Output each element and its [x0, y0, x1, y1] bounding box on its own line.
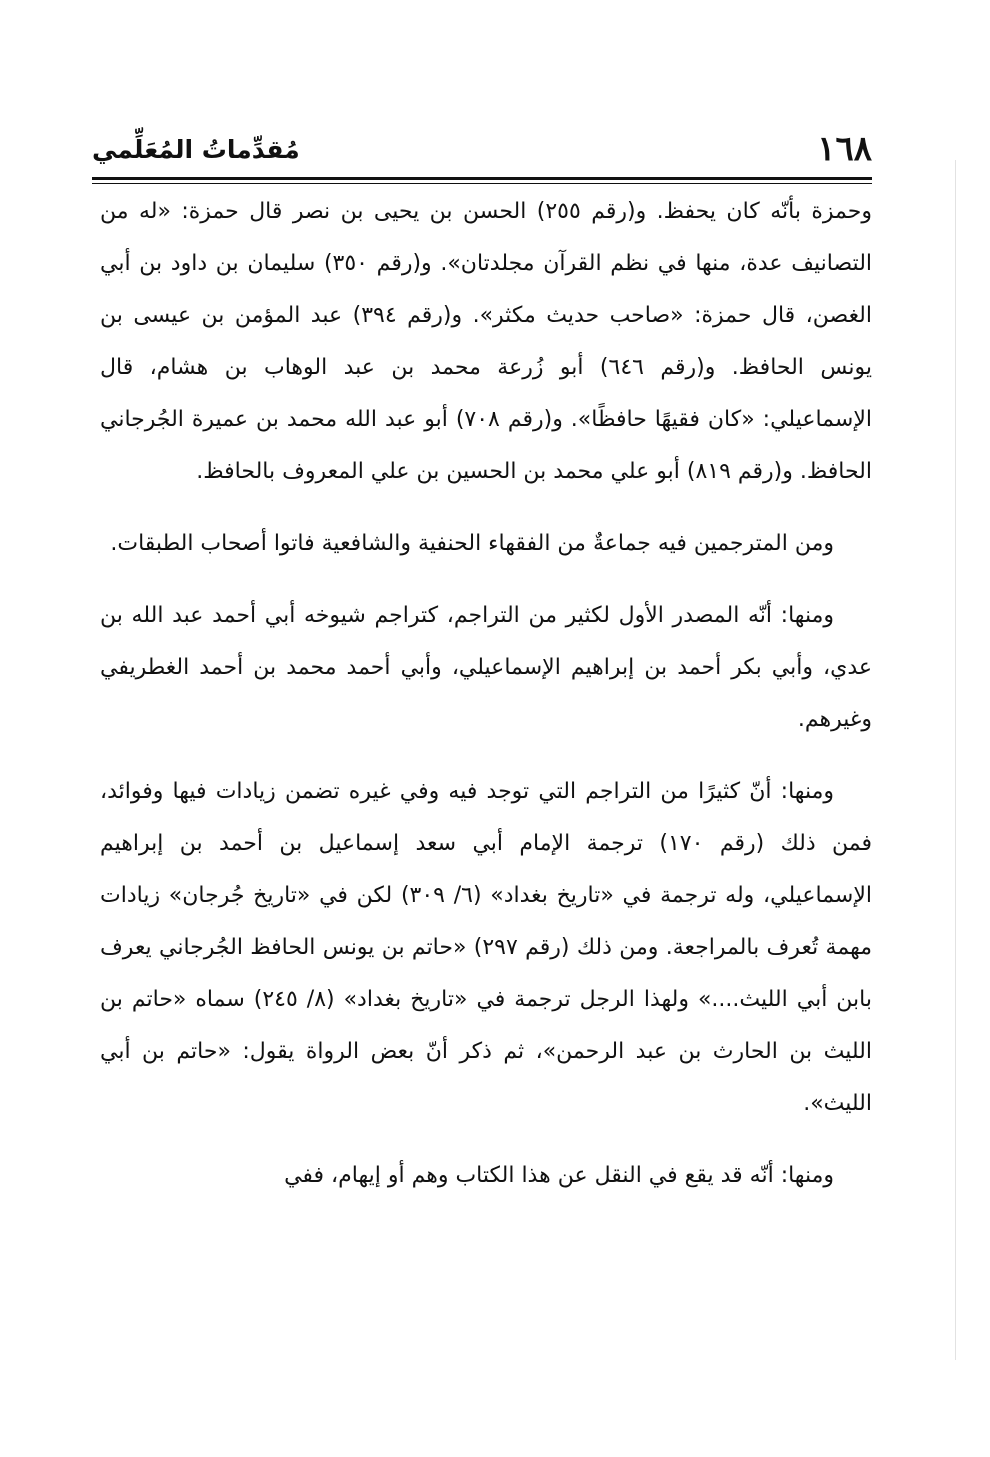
- paragraph-1: وحمزة بأنّه كان يحفظ. و(رقم ٢٥٥) الحسن بن يحيى بن نصر قال حمزة: «له من التصانيف عدة، منها في نظم القرآن مجلدتان». و(رقم ٣٥٠) سليمان بن داود بن أبي الغصن، قال حمزة: «صاحب حديث مكثر». و(رقم ٣٩٤) عبد المؤمن بن عيسى بن يونس الحافظ. و(رقم ٦٤٦) أبو زُرعة محمد بن عبد الوهاب بن هشام، قال الإسماعيلي: «كان فقيهًا حافظًا». و(رقم ٧٠٨) أبو عبد الله محمد بن عميرة الجُرجاني الحافظ. و(رقم ٨١٩) أبو علي محمد بن الحسين بن علي المعروف بالحافظ.: [100, 199, 873, 484]
- paragraph-2: ومن المترجمين فيه جماعةٌ من الفقهاء الحنفية والشافعية فاتوا أصحاب الطبقات.: [110, 531, 834, 556]
- page-gutter-shadow: [955, 160, 956, 1360]
- paragraph-4: ومنها: أنّ كثيرًا من التراجم التي توجد فيه وفي غيره تضمن زيادات فيها وفوائد، فمن ذلك (رقم ١٧٠) ترجمة الإمام أبي سعد إسماعيل بن أحمد بن إبراهيم الإسماعيلي، وله ترجمة في «تاريخ بغداد» (٦/ ٣٠٩) لكن في «تاريخ جُرجان» زيادات مهمة تُعرف بالمراجعة. ومن ذلك (رقم ٢٩٧) «حاتم بن يونس الحافظ الجُرجاني يعرف بابن أبي الليث....» ولهذا الرجل ترجمة في «تاريخ بغداد» (٨/ ٢٤٥) سماه «حاتم بن الليث بن الحارث بن عبد الرحمن»، ثم ذكر أنّ بعض الرواة يقول: «حاتم بن أبي الليث».: [100, 779, 873, 1116]
- paragraph-3: ومنها: أنّه المصدر الأول لكثير من التراجم، كتراجم شيوخه أبي أحمد عبد الله بن عدي، وأبي بكر أحمد بن إبراهيم الإسماعيلي، وأبي أحمد محمد بن أحمد الغطريفي وغيرهم.: [100, 603, 872, 732]
- page-header: [92, 128, 872, 178]
- body-text: [100, 186, 872, 1222]
- page-number: ١٦٨: [817, 129, 872, 169]
- running-title: مُقدِّماتُ المُعَلِّمي: [92, 135, 300, 164]
- paragraph-5: ومنها: أنّه قد يقع في النقل عن هذا الكتاب وهم أو إيهام، ففي: [284, 1163, 834, 1188]
- header-rule-thick: [92, 177, 872, 180]
- header-rule-thin: [92, 183, 872, 184]
